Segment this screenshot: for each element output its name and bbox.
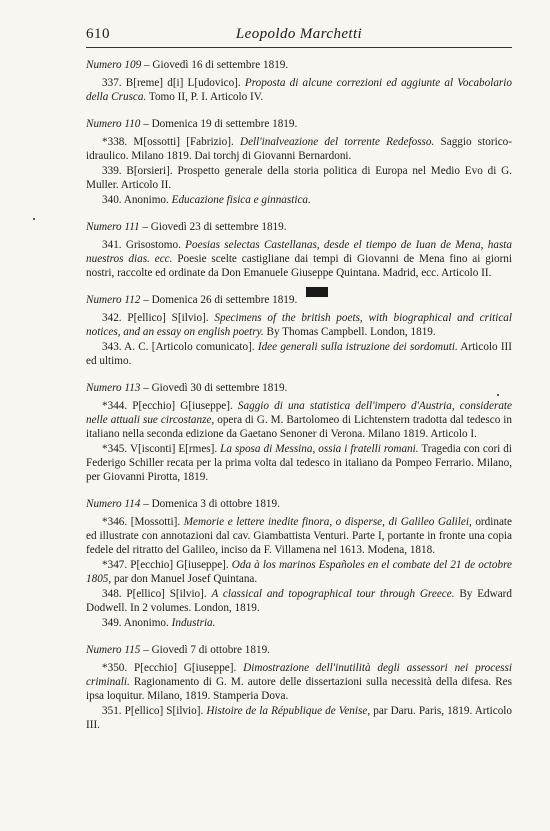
issue-heading xyxy=(86,643,512,657)
entry-author: 337. B[reme] d[i] L[udovico]. xyxy=(102,77,245,89)
entry-details: Saggio storico-idraulico. Milano 1819. Dai torchj di Giovanni Bernardoni. xyxy=(86,136,512,162)
entry-author: *344. P[ecchio] G[iuseppe]. xyxy=(102,400,238,412)
index-listing xyxy=(86,58,512,737)
entry-title: Dimostrazione dell'inutilità degli assessori nei processi criminali. xyxy=(86,662,512,688)
catalog-entry xyxy=(86,558,512,586)
issue-number: Numero 110 xyxy=(86,118,141,130)
catalog-entry xyxy=(86,340,512,368)
issue-date: – Domenica 19 di settembre 1819. xyxy=(140,118,298,130)
catalog-entry xyxy=(86,311,512,339)
entry-details: ordinate ed illustrate con annotazioni dal cav. Giambattista Venturi. Parte I, portante in fronte una copia fedele del ritratto del Galileo, inciso da F. Villamena nel 1613. Modena, 1818. xyxy=(86,516,512,556)
entry-details: Articolo III ed ultimo. xyxy=(86,341,513,367)
entry-title: Specimens of the british poets, with biographical and critical notices, and an essay on english poetry. xyxy=(86,312,512,338)
entry-author: 348. P[ellico] S[ilvio]. xyxy=(102,588,212,600)
catalog-entry xyxy=(86,164,512,192)
entry-author: 351. P[ellico] S[ilvio]. xyxy=(102,705,207,717)
catalog-entry xyxy=(86,76,512,104)
issue-date: – Giovedì 23 di settembre 1819. xyxy=(139,221,287,233)
entry-details: Tomo II, P. I. Articolo IV. xyxy=(146,91,264,103)
issue-number: Numero 109 xyxy=(86,59,142,71)
entry-title: A classical and topographical tour through Greece. xyxy=(211,588,455,600)
catalog-entry xyxy=(86,442,512,484)
catalog-entry xyxy=(86,238,512,280)
issue-spacer xyxy=(86,631,512,635)
ink-blot xyxy=(306,287,328,297)
entry-author: 343. A. C. [Articolo comunicato]. xyxy=(102,341,258,353)
entry-details: Ragionamento di G. M. autore delle dissertazioni sulla necessità della difesa. Res ipsa loquitur. Milano, 1819. Stamperia Dova. xyxy=(86,676,512,702)
issue-heading xyxy=(86,497,512,511)
entry-author: 339. B[orsieri]. xyxy=(102,165,178,177)
issue-date: – Giovedì 16 di settembre 1819. xyxy=(141,59,289,71)
entry-details: opera di G. M. Bartolomeo di Lichtenstern tradotta dal tedesco in italiano nella seconda edizione da Gaetano Senoner di Verona. Milano 1819. Articolo I. xyxy=(86,414,512,440)
catalog-entry xyxy=(86,193,512,207)
running-title: Leopoldo Marchetti xyxy=(235,26,363,42)
issue-heading xyxy=(86,117,512,131)
issue-number: Numero 114 xyxy=(86,498,141,510)
catalog-entry xyxy=(86,704,512,732)
entry-details: By Edward Dodwell. In 2 volumes. London, 1819. xyxy=(86,588,512,614)
entry-title: Dell'inalveazione del torrente Redefosso. xyxy=(239,136,435,148)
catalog-entry xyxy=(86,515,512,557)
issue-spacer xyxy=(86,733,512,737)
entry-details: Tragedia con cori di Federigo Schiller recata per la prima volta dal tedesco in italiano da Pompeo Ferrario. Milano, per Giovanni Pirotta, 1819. xyxy=(86,443,512,483)
margin-speck xyxy=(497,394,499,396)
catalog-entry xyxy=(86,661,512,703)
running-header xyxy=(86,26,512,46)
issue-spacer xyxy=(86,208,512,212)
issue-number: Numero 112 xyxy=(86,294,141,306)
issue-heading xyxy=(86,220,512,234)
header-rule xyxy=(86,47,512,48)
issue-spacer xyxy=(86,105,512,109)
entry-author: *347. P[ecchio] G[iuseppe]. xyxy=(102,559,232,571)
entry-details: par Daru. Paris, 1819. Articolo III. xyxy=(86,705,512,731)
catalog-entry xyxy=(86,399,512,441)
margin-speck xyxy=(33,218,35,220)
issue-date: – Domenica 3 di ottobre 1819. xyxy=(140,498,280,510)
entry-title: Idee generali sulla istruzione dei sordomuti. xyxy=(257,341,458,353)
page-number: 610 xyxy=(86,26,110,42)
entry-details: By Thomas Campbell. London, 1819. xyxy=(263,326,436,338)
issue-number: Numero 111 xyxy=(86,221,140,233)
entry-details: Poesie scelte castigliane dai tempi di Giovanni de Mena fino ai giorni nostri, raccolte ed ordinate da Don Emanuele Giuseppe Quintana. Madrid, ecc. Articolo II. xyxy=(86,253,512,279)
catalog-entry xyxy=(86,616,512,630)
issue-number: Numero 115 xyxy=(86,644,141,656)
entry-title: Poesias selectas Castellanas, desde el tiempo de Iuan de Mena, hasta nuestros dias. ecc. xyxy=(86,239,513,265)
entry-title: Educazione fisica e ginnastica. xyxy=(171,194,311,206)
entry-title: Saggio di una statistica dell'impero d'Austria, considerate nelle attuali sue circostanze, xyxy=(86,400,512,426)
entry-author: 340. Anonimo. xyxy=(102,194,172,206)
entry-author: 349. Anonimo. xyxy=(102,617,172,629)
issue-date: – Domenica 26 di settembre 1819. xyxy=(140,294,298,306)
entry-author: *345. V[isconti] E[rmes]. xyxy=(102,443,221,455)
entry-author: *350. P[ecchio] G[iuseppe]. xyxy=(102,662,244,674)
entry-author: *338. M[ossotti] [Fabrizio]. xyxy=(102,136,240,148)
entry-details: par don Manuel Josef Quintana. xyxy=(111,573,258,585)
entry-title: Memorie e lettere inedite finora, o disperse, di Galileo Galilei, xyxy=(183,516,472,528)
catalog-entry xyxy=(86,135,512,163)
entry-title: Histoire de la République de Venise, xyxy=(206,705,371,717)
issue-heading xyxy=(86,293,512,307)
entry-title: La sposa di Messina, ossia i fratelli romani. xyxy=(220,443,419,455)
entry-author: 341. Grisostomo. xyxy=(102,239,186,251)
issue-spacer xyxy=(86,369,512,373)
issue-heading xyxy=(86,58,512,72)
issue-spacer xyxy=(86,485,512,489)
issue-date: – Giovedì 30 di settembre 1819. xyxy=(140,382,288,394)
catalog-entry xyxy=(86,587,512,615)
entry-title: Oda à los marinos Españoles en el combate del 21 de octobre 1805, xyxy=(86,559,512,585)
entry-author: 342. P[ellico] S[ilvio]. xyxy=(102,312,215,324)
issue-date: – Giovedì 7 di ottobre 1819. xyxy=(140,644,270,656)
entry-title: Proposta di alcune correzioni ed aggiunte al Vocabolario della Crusca. xyxy=(86,77,512,103)
entry-author: *346. [Mossotti]. xyxy=(102,516,184,528)
entry-title: Industria. xyxy=(171,617,216,629)
entry-details: Prospetto generale della storia politica di Europa nel Medio Evo di G. Muller. Articolo II. xyxy=(86,165,513,191)
issue-spacer xyxy=(86,281,512,285)
issue-heading xyxy=(86,381,512,395)
issue-number: Numero 113 xyxy=(86,382,141,394)
